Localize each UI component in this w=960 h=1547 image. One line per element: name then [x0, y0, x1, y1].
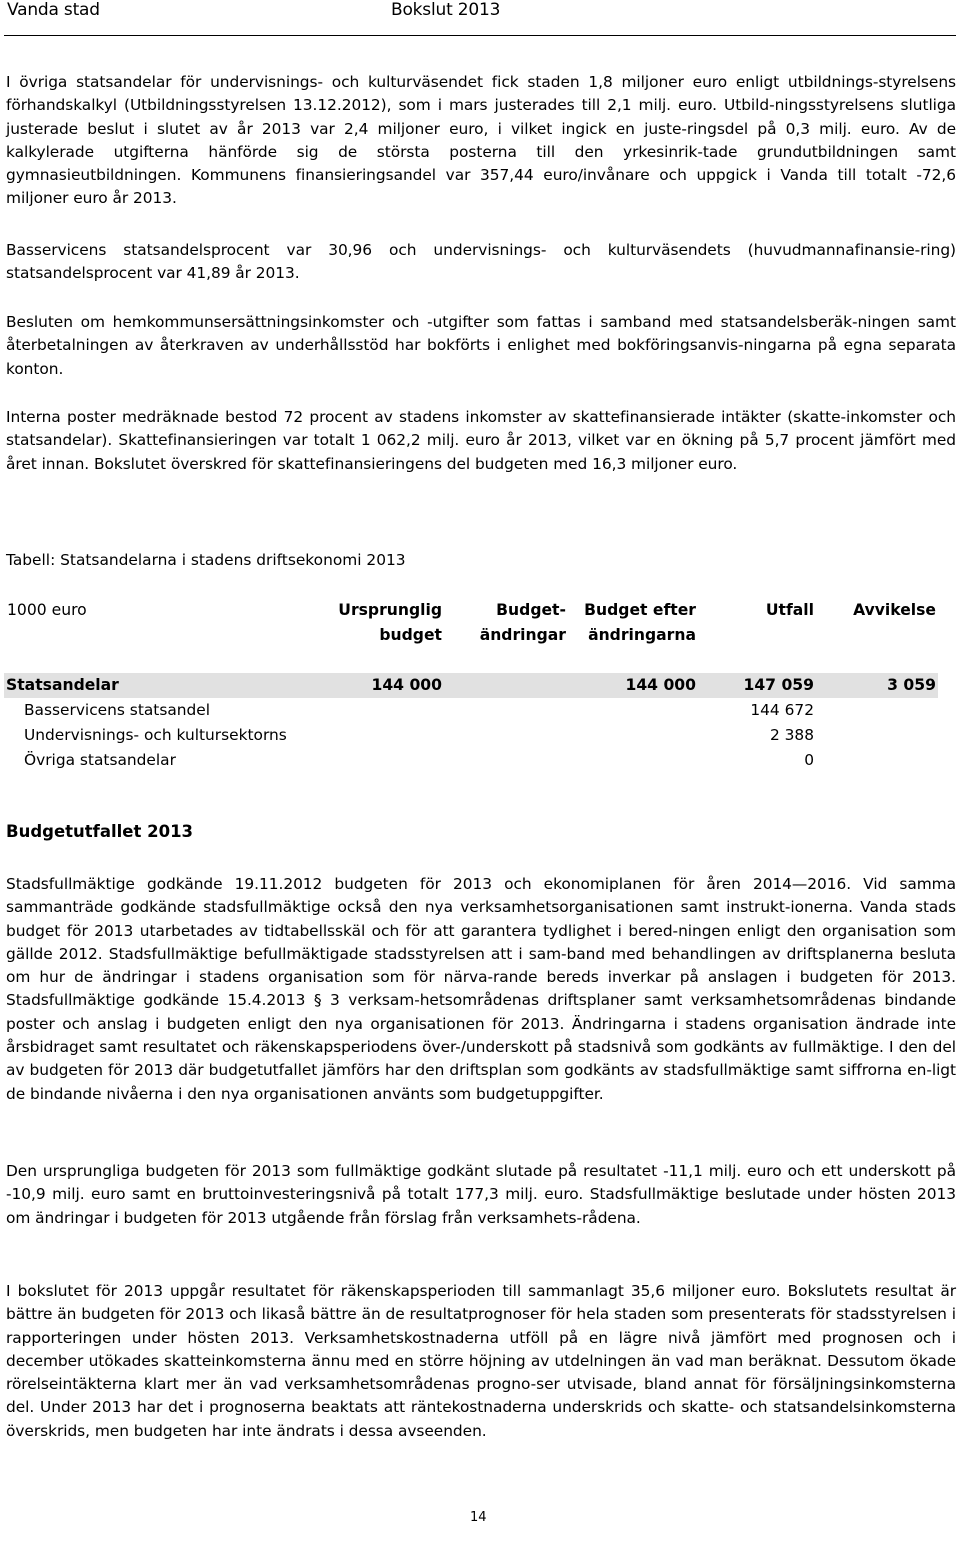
table-total-row [4, 673, 938, 698]
total-budget-changes [444, 673, 568, 698]
page-number: 14 [470, 1510, 487, 1525]
row-outcome: 2 388 [769, 726, 814, 744]
section-heading: Budgetutfallet 2013 [6, 822, 194, 841]
col-header-original-budget: Ursprunglig budget [338, 601, 442, 644]
col-header-budget-after-changes: Budget efter ändringarna [584, 601, 696, 644]
paragraph-hemkommun: Besluten om hemkommunsersättningsinkomster och -utgifter som fattas i samband med statsandelsberäk-ningen samt återbetalningen av återkraven av underhållsstöd har bokförts i enlighet med bokföringsanvis-ningarna på egna separata konton. [6, 313, 956, 378]
paragraph-original-budget: Den ursprungliga budgeten för 2013 som fullmäktige godkänt slutade på resultatet -11,1 milj. euro och ett underskott på -10,9 milj. euro samt en bruttoinvesteringsnivå på totalt 177,3 milj. euro. Stadsfullmäktige beslutade under hösten 2013 om ändringar i budgeten för 2013 utgående från förslag från verksamhets-rådena. [6, 1162, 956, 1227]
header-rule [4, 35, 956, 36]
total-outcome: 147 059 [698, 673, 816, 698]
total-original-budget: 144 000 [326, 673, 444, 698]
col-header-outcome: Utfall [765, 601, 814, 619]
header-title: Bokslut 2013 [391, 0, 501, 20]
col-header-deviation: Avvikelse [853, 601, 936, 619]
statsandelar-table [4, 598, 938, 773]
table-row [4, 723, 938, 748]
total-budget-after: 144 000 [568, 673, 698, 698]
row-label: Basservicens statsandel [24, 701, 211, 719]
paragraph-budget-approval: Stadsfullmäktige godkände 19.11.2012 budgeten för 2013 och ekonomiplanen för åren 2014—2016. Vid samma sammanträde godkände stadsfullmäktige också den nya verksamhetsorganisationen samt instrukt-ionerna. Vanda stads budget för 2013 utarbetades av tidtabellsskäl och för att garantera tydlighet i bered-ningen enligt den organisation som gällde 2012. Stadsfullmäktige befullmäktigade stadsstyrelsen att i sam-band med behandlingen av driftsplanerna besluta om hur de ändringar i stadens organisation som för närva-rande bereds inverkar på anslagen i budgeten för 2013. Stadsfullmäktige godkände 15.4.2013 § 3 verksam-hetsområdenas driftsplaner samt verksamhetsområdenas bindande poster och anslag i budgeten enligt den nya organisationen för 2013. Ändringarna i stadens organisation ändrade inte årsbidraget samt resultatet och räkenskapsperiodens över-/underskott på stadsnivå som godkänts av fullmäktige. I den del av budgeten för 2013 där budgetutfallet jämförs har den driftsplan som godkänts av stadsfullmäktige samt siffrorna en-ligt de bindande nivåerna i den nya organisationen använts som budgetuppgifter. [6, 875, 956, 1103]
page-header [0, 0, 960, 40]
paragraph-statsandelar: I övriga statsandelar för undervisnings- och kulturväsendet fick staden 1,8 miljoner euro enligt utbildnings-styrelsens förhandskalkyl (Utbildningsstyrelsen 13.12.2012), som i mars justerades till 2,1 milj. euro. Utbild-ningsstyrelsens slutliga justerade beslut i slutet av år 2013 var 2,4 miljoner euro, i vilket ingick en juste-ringsdel på 0,3 milj. euro. Av de kalkylerade utgifterna hänförde sig de största posterna till den yrkesinrik-tade grundutbildningen samt gymnasieutbildningen. Kommunens finansieringsandel var 357,44 euro/invånare och uppgick i Vanda till totalt -72,6 miljoner euro år 2013. [6, 73, 956, 208]
table-row [4, 748, 938, 773]
row-label: Övriga statsandelar [24, 751, 176, 769]
row-outcome: 0 [804, 751, 814, 769]
table-header-row [4, 598, 938, 673]
row-outcome: 144 672 [750, 701, 814, 719]
paragraph-skattefinansiering: Interna poster medräknade bestod 72 procent av stadens inkomster av skattefinansierade intäkter (skatte-inkomster och statsandelar). Skattefinansieringen var totalt 1 062,2 milj. euro år 2013, vilket var en ökning på 5,7 procent jämfört med året innan. Bokslutet överskred för skattefinansieringens del budgeten med 16,3 miljoner euro. [6, 408, 956, 473]
total-label: Statsandelar [4, 673, 326, 698]
table-caption: Tabell: Statsandelarna i stadens driftsekonomi 2013 [6, 551, 406, 569]
col-header-budget-changes: Budget-ändringar [479, 601, 566, 644]
paragraph-result: I bokslutet för 2013 uppgår resultatet för räkenskapsperioden till sammanlagt 35,6 miljoner euro. Bokslutets resultat är bättre än budgeten för 2013 och likaså bättre än de resultatprognoser för hela staden som presenterats för stadsstyrelsen i rapporteringen under hösten 2013. Verksamhetskostnaderna utföll på en lägre nivå jämfört med prognosen och i december utökades skatteinkomsterna ännu med en större höjning av utdelningen än vad man beräknat. Dessutom ökade rörelseintäkterna klart mer än vad verksamhetsområdenas progno-ser utvisade, bland annat för försäljningsinkomsterna del. Under 2013 har det i prognoserna beaktats att räntekostnaderna underskrids och skatte- och statsandelsinkomsterna överskrids, men budgeten har inte ändrats i dessa avseenden. [6, 1282, 956, 1440]
paragraph-basservice: Basservicens statsandelsprocent var 30,96 och undervisnings- och kulturväsendets (huvudmannafinansie-ring) statsandelsprocent var 41,89 år 2013. [6, 241, 956, 283]
row-label: Undervisnings- och kultursektorns [24, 726, 287, 744]
header-org: Vanda stad [7, 0, 100, 20]
col-header-unit: 1000 euro [7, 601, 87, 619]
total-deviation: 3 059 [816, 673, 938, 698]
table-row [4, 698, 938, 723]
